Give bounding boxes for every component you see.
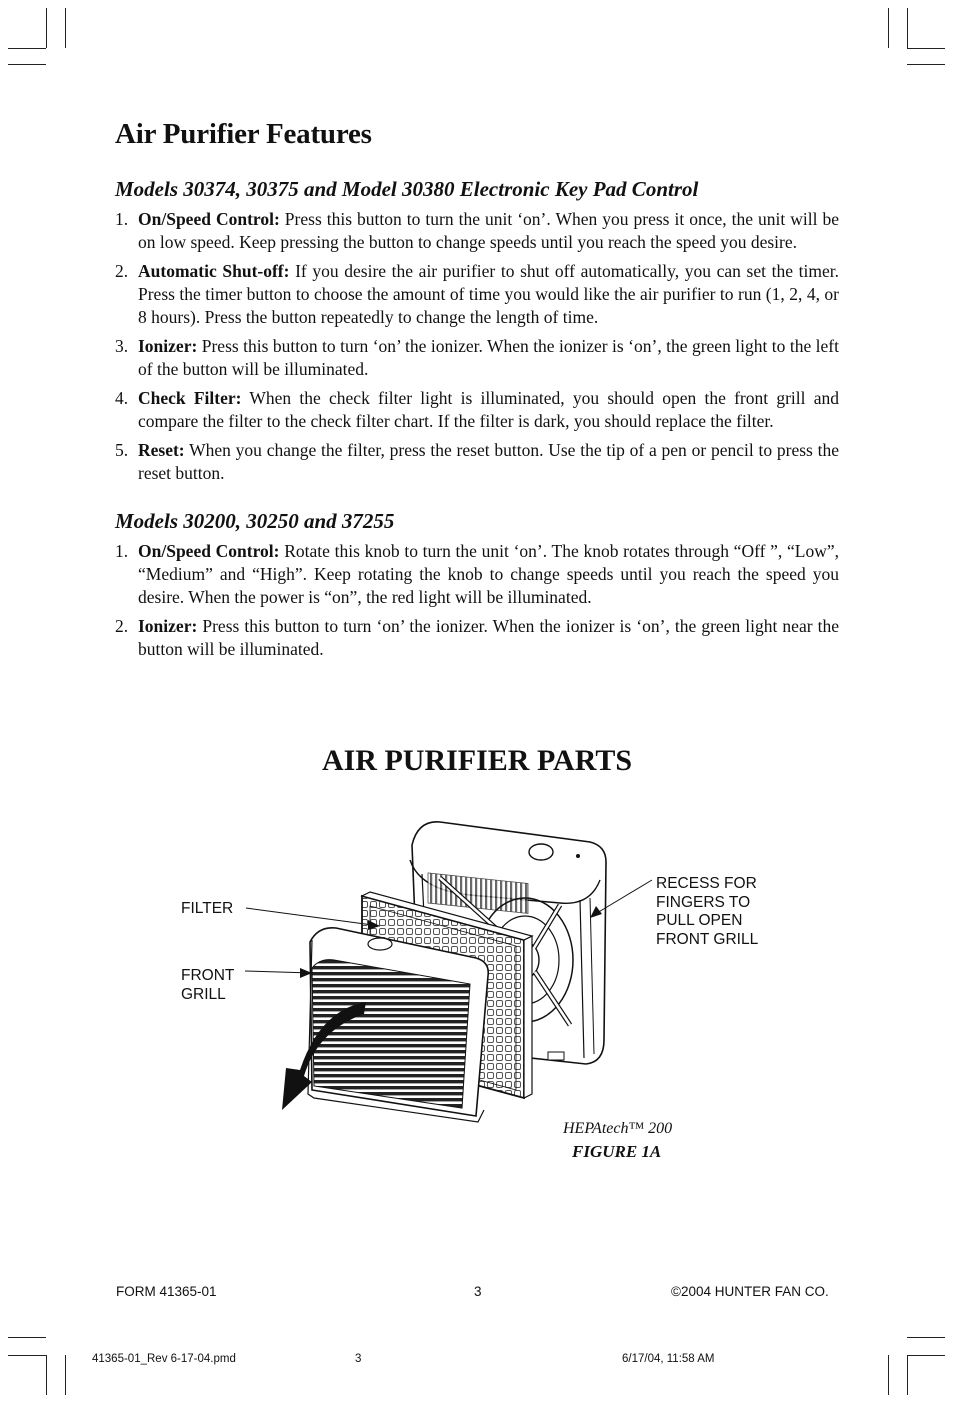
copyright: ©2004 HUNTER FAN CO.	[671, 1284, 829, 1299]
item-text: Press this button to turn the unit ‘on’. When you press it once, the unit will be on low speed. Keep pressing the button to change speeds until you reach the speed you desire.	[138, 209, 839, 252]
page-number: 3	[474, 1284, 482, 1299]
item-label: Ionizer:	[138, 616, 198, 636]
item-text: Press this button to turn ‘on’ the ionizer. When the ionizer is ‘on’, the green light to the left of the button will be illuminated.	[138, 336, 839, 379]
form-number: FORM 41365-01	[116, 1284, 217, 1299]
grill-label: GRILL	[181, 986, 226, 1003]
filter-label: FILTER	[181, 900, 234, 917]
recess-label-line1: RECESS FOR	[656, 875, 757, 892]
item-number: 4.	[115, 388, 129, 408]
item-text: Rotate this knob to turn the unit ‘on’. The knob rotates through “Off ”, “Low”, “Medium” and “High”. Keep rotating the knob to change speeds until you reach the speed you desire. When the power is “on”, the red light will be illuminated.	[138, 541, 839, 607]
item-number: 1.	[115, 541, 129, 561]
filter-leader-line	[246, 908, 380, 926]
item-label: On/Speed Control:	[138, 209, 280, 229]
recess-label-line3: PULL OPEN	[656, 912, 743, 929]
item-text: Press this button to turn ‘on’ the ionizer. When the ionizer is ‘on’, the green light near the button will be illuminated.	[138, 616, 839, 659]
item-number: 5.	[115, 440, 129, 460]
model-caption: HEPAtech™ 200	[563, 1120, 673, 1137]
item-number: 3.	[115, 336, 129, 356]
item-number: 2.	[115, 261, 129, 281]
front-label: FRONT	[181, 967, 235, 984]
parts-title: AIR PURIFIER PARTS	[321, 744, 633, 777]
logo-badge	[368, 938, 392, 950]
section-heading-knob: Models 30200, 30250 and 37255	[115, 509, 395, 533]
slug-page: 3	[355, 1353, 362, 1365]
item-label: Reset:	[138, 440, 185, 460]
item-number: 1.	[115, 209, 129, 229]
slug-date: 6/17/04, 11:58 AM	[622, 1353, 715, 1365]
slug-filename: 41365-01_Rev 6-17-04.pmd	[92, 1353, 236, 1365]
item-number: 2.	[115, 616, 129, 636]
page-title: Air Purifier Features	[115, 118, 372, 150]
recess-label-line2: FINGERS TO	[656, 894, 751, 911]
item-label: Ionizer:	[138, 336, 198, 356]
item-text: When you change the filter, press the reset button. Use the tip of a pen or pencil to press the reset button.	[138, 440, 839, 483]
figure-caption: FIGURE 1A	[572, 1142, 662, 1161]
item-label: Check Filter:	[138, 388, 242, 408]
recess-label-line4: FRONT GRILL	[656, 931, 759, 948]
item-label: Automatic Shut-off:	[138, 261, 290, 281]
section-heading-keypad: Models 30374, 30375 and Model 30380 Electronic Key Pad Control	[115, 177, 699, 201]
item-text: When the check filter light is illuminated, you should open the front grill and compare the filter to the check filter chart. If the filter is dark, you should replace the filter.	[138, 388, 839, 431]
knob-icon	[529, 844, 553, 860]
item-label: On/Speed Control:	[138, 541, 280, 561]
item-text: If you desire the air purifier to shut off automatically, you can set the timer. Press the timer button to choose the amount of time you would like the air purifier to run (1, 2, 4, or 8 hours). Press the button repeatedly to change the length of time.	[138, 261, 839, 327]
